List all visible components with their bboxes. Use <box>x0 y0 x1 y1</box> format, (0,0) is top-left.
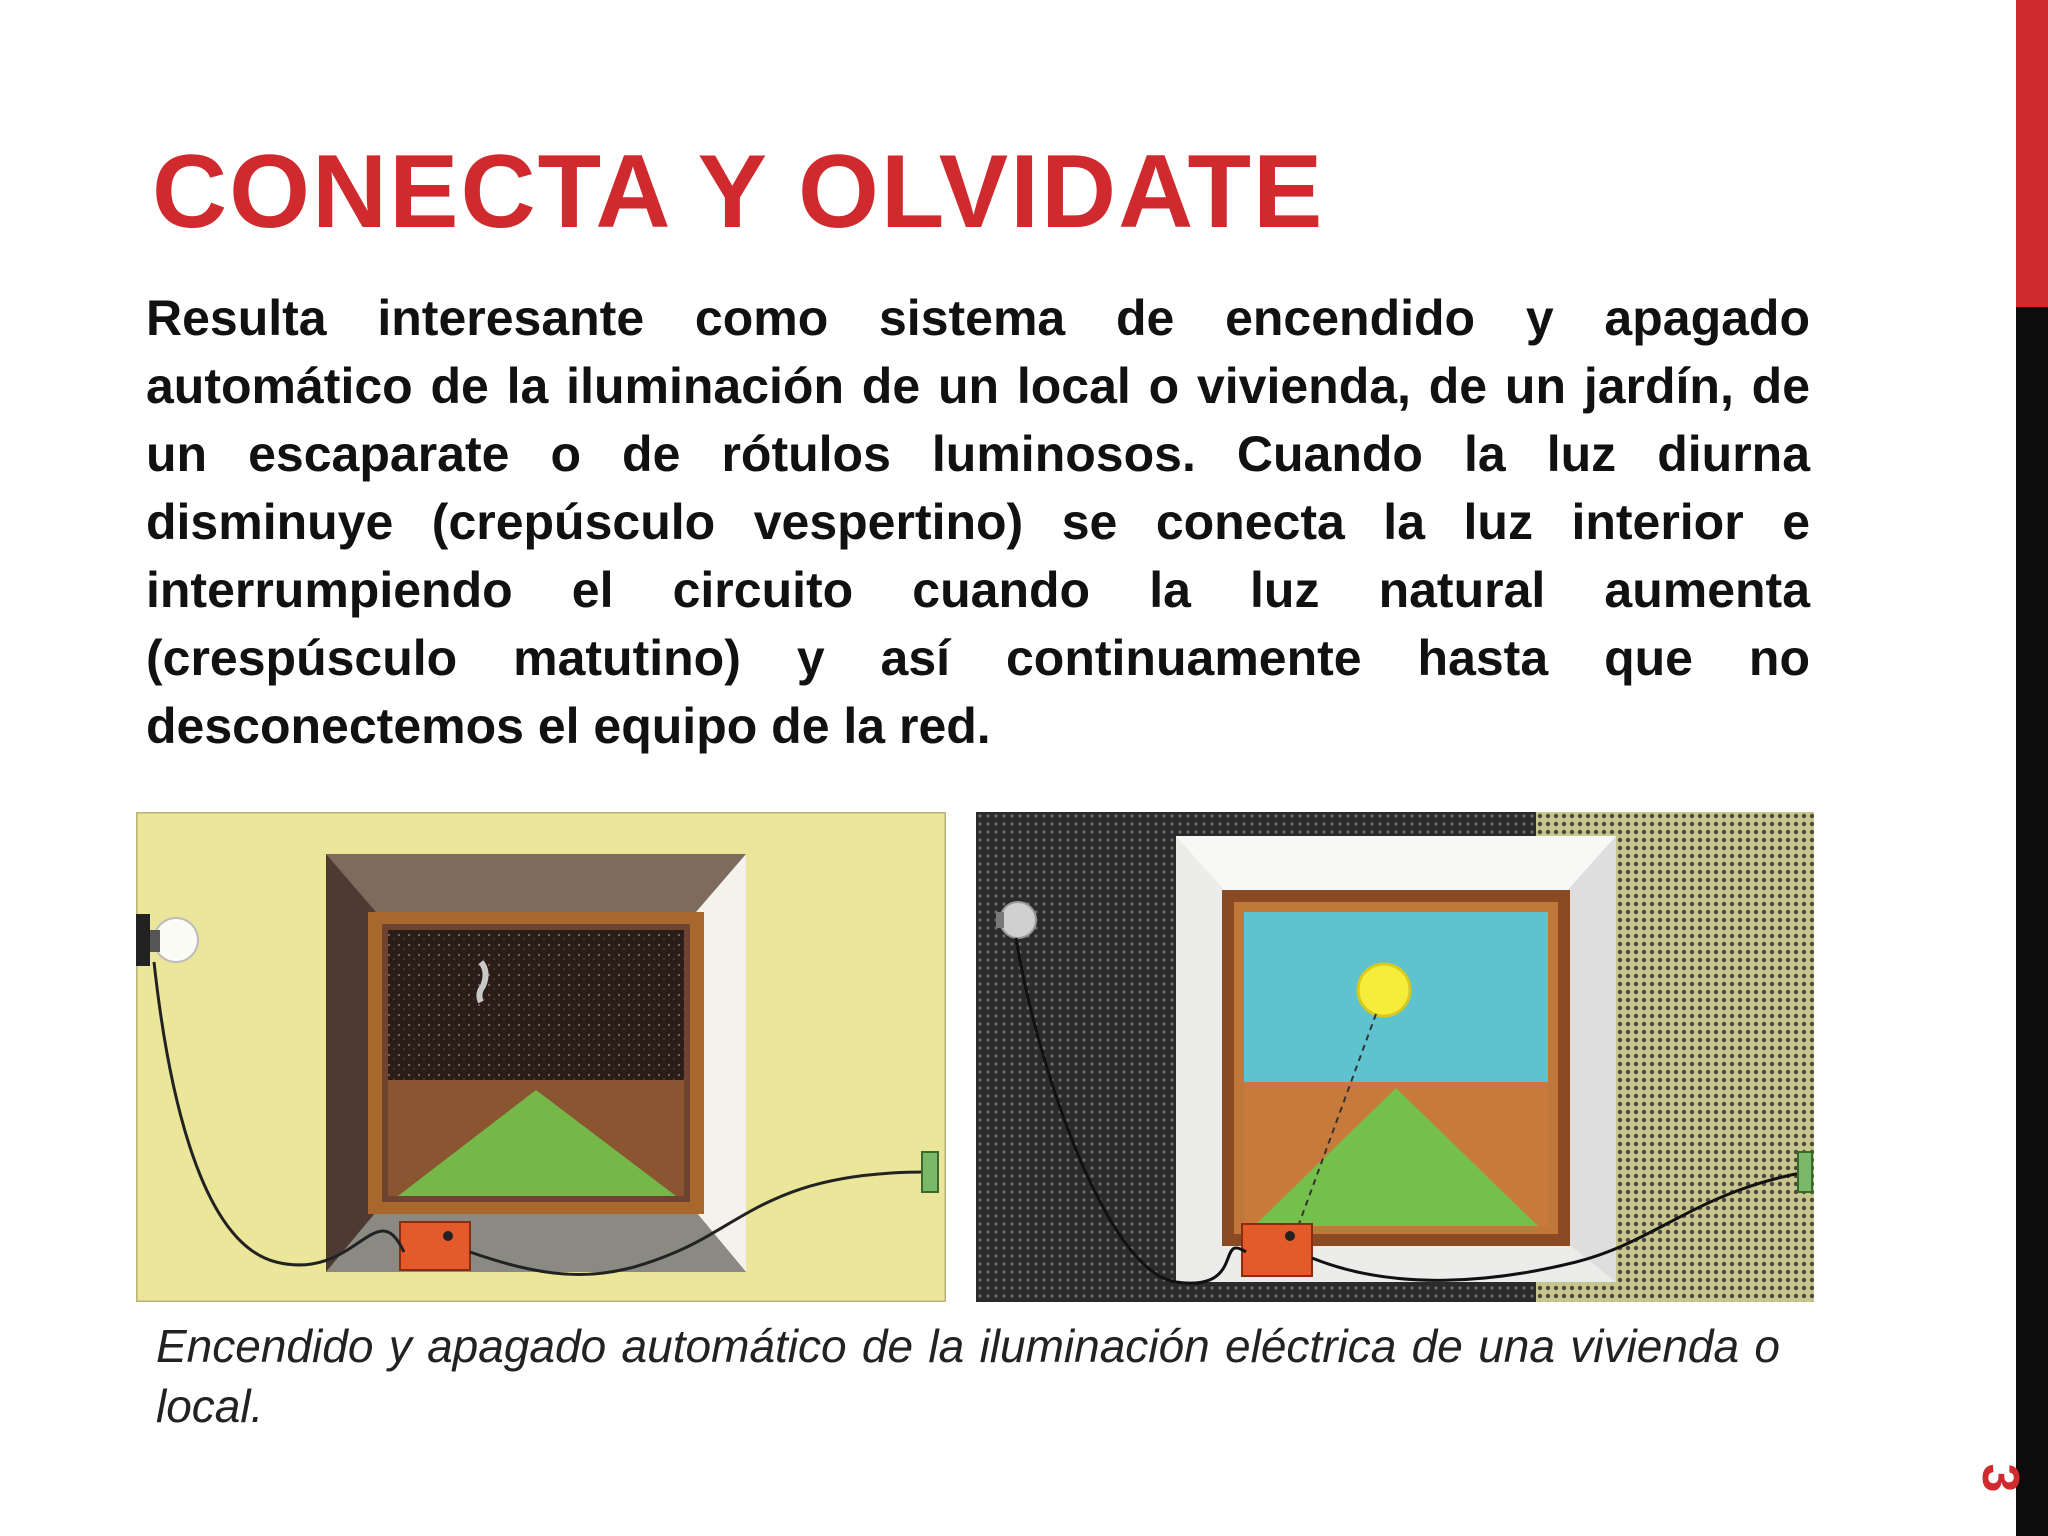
side-accent-bar-red <box>2016 0 2048 307</box>
side-accent-bar-black <box>2016 307 2048 1536</box>
slide-title: CONECTA Y OLVIDATE <box>152 134 1325 250</box>
day-scene-image <box>976 812 1814 1302</box>
illustrations <box>136 812 1814 1304</box>
slide-number: 3 <box>1971 1463 2029 1493</box>
night-illustration <box>136 812 946 1302</box>
night-scene-image <box>136 812 946 1302</box>
day-illustration <box>976 812 1814 1302</box>
image-caption: Encendido y apagado automático de la iluminación eléctrica de una vivienda o local. <box>156 1320 1780 1432</box>
body-paragraph: Resulta interesante como sistema de encendido y apagado automático de la iluminación de un local o vivienda, de un jardín, de un escaparate o de rótulos luminosos. Cuando la luz diurna disminuye (crepúsculo vespertino) se conecta la luz interior e interrumpiendo el circuito cuando la luz natural aumenta (crespúsculo matutino) y así continuamente hasta que no desconectemos el equipo de la red. <box>146 290 1810 754</box>
